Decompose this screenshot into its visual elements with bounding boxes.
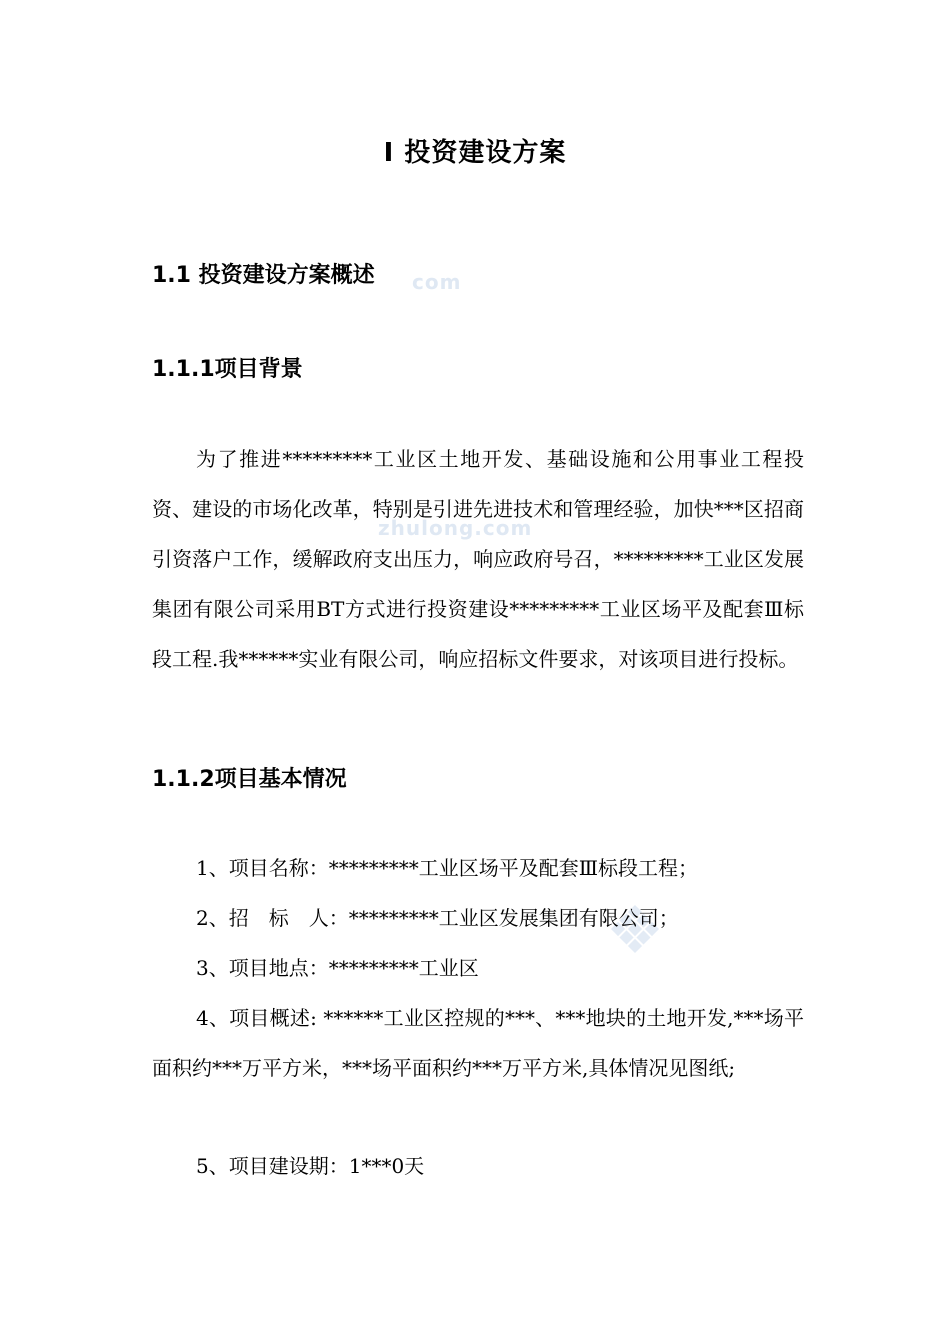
subsection-heading-basic-info: 1.1.2项目基本情况 (152, 767, 347, 792)
list-item: 2、招 标 人：*********工业区发展集团有限公司； (196, 906, 679, 930)
list-item: 3、项目地点：*********工业区 (196, 956, 479, 980)
watermark-top: com (412, 270, 462, 294)
list-item: 4、项目概述: ******工业区控规的***、***地块的土地开发,***场平面积约***万平方米，***场平面积约***万平方米,具体情况见图纸; (152, 1006, 804, 1080)
section-heading: 1.1 投资建设方案概述 (152, 263, 375, 288)
list-item: 5、项目建设期：1***0天 (196, 1154, 425, 1178)
background-paragraph: 为了推进*********工业区土地开发、基础设施和公用事业工程投资、建设的市场化改革，特别是引进先进技术和管理经验，加快***区招商引资落户工作，缓解政府支出压力，响应政府号召，*********工业区发展集团有限公司采用BT方式进行投资建设*********工业区场平及配套Ⅲ标段工程.我******实业有限公司，响应招标文件要求，对该项目进行投标。 (152, 447, 804, 671)
list-item: 1、项目名称：*********工业区场平及配套Ⅲ标段工程； (196, 856, 699, 880)
document-title: Ⅰ 投资建设方案 (383, 138, 567, 168)
subsection-heading-background: 1.1.1项目背景 (152, 357, 303, 382)
watermark-middle: zhulong.com (378, 516, 533, 540)
